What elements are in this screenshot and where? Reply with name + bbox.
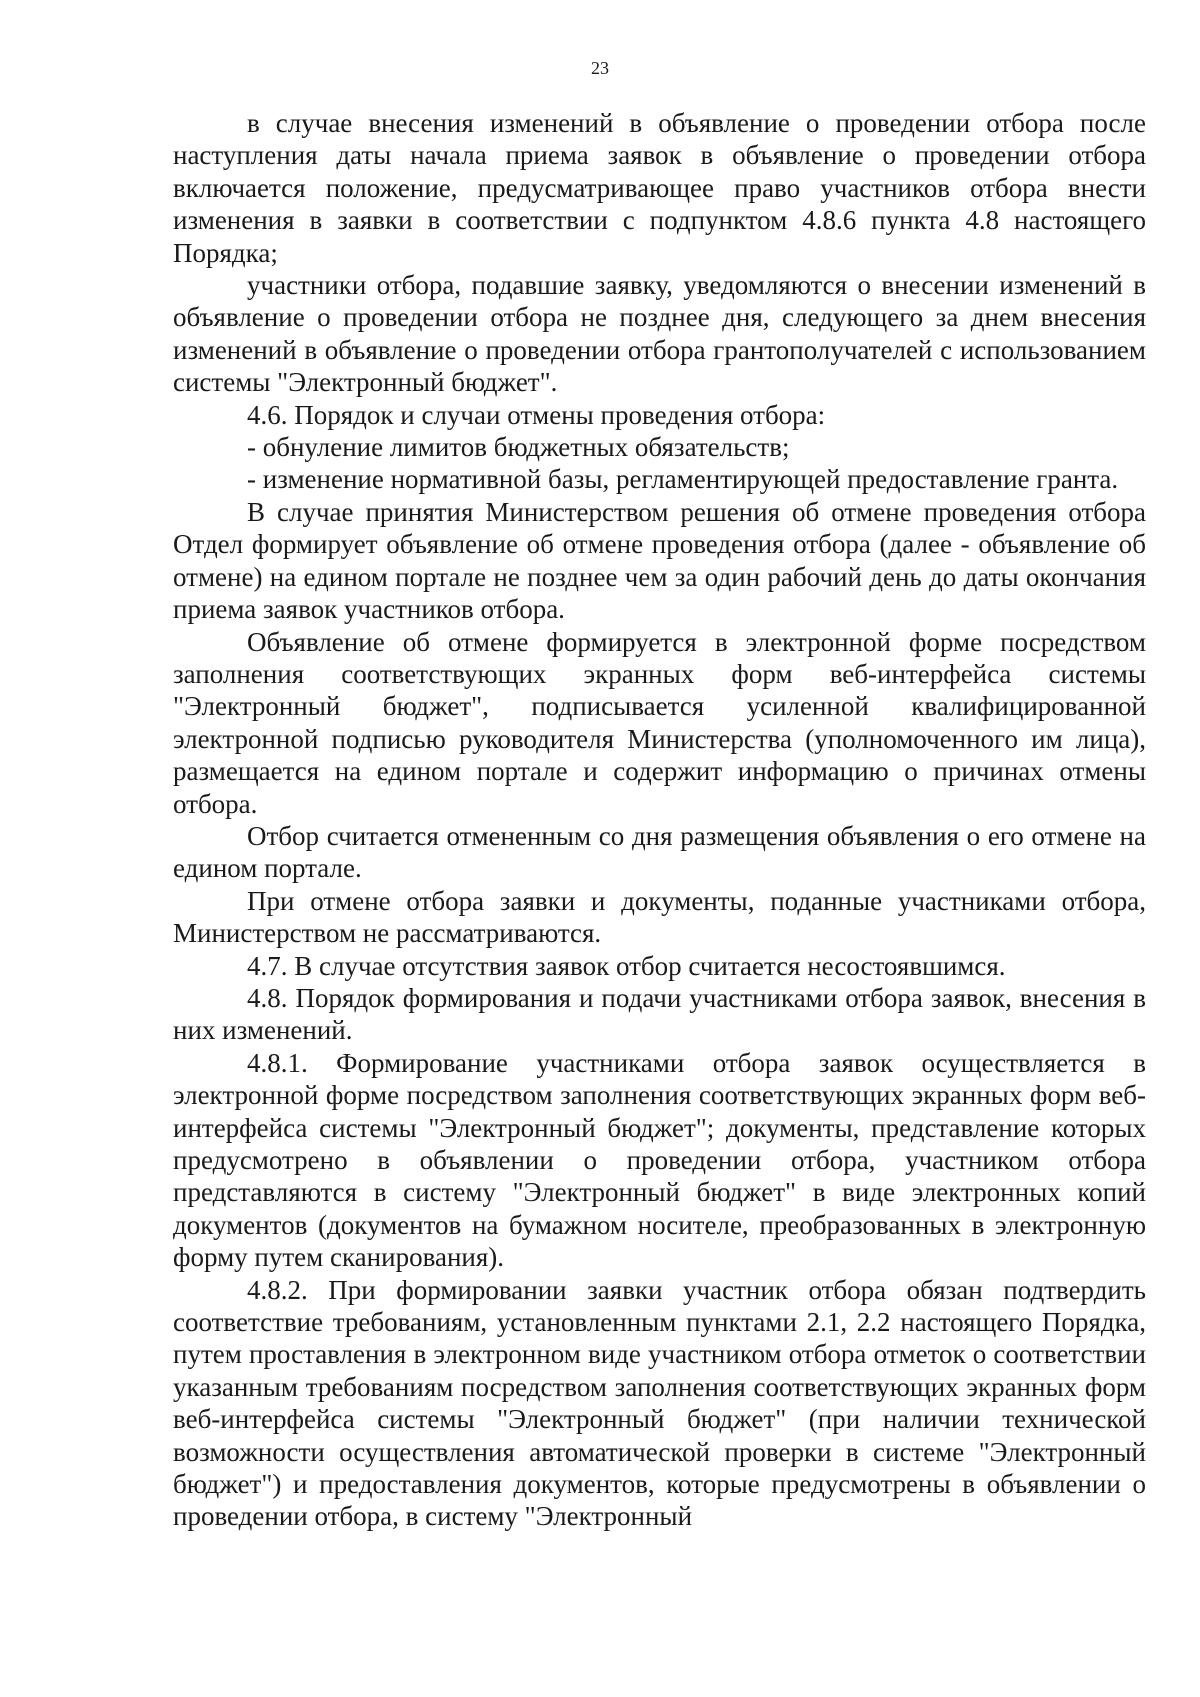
document-body <box>173 107 1146 1533</box>
paragraph-4-8-1: 4.8.1. Формирование участниками отбора заявок осуществляется в электронной форме посредством заполнения соответствующих экранных форм веб-интерфейса системы "Электронный бюджет"; документы, представление которых предусмотрено в объявлении о проведении отбора, участником отбора представляются в систему "Электронный бюджет" в виде электронных копий документов (документов на бумажном носителе, преобразованных в электронную форму путем сканирования). <box>173 1047 1146 1273</box>
paragraph-4-6-heading: 4.6. Порядок и случаи отмены проведения отбора: <box>247 399 826 430</box>
page-number: 23 <box>591 58 609 78</box>
paragraph-4-8: 4.8. Порядок формирования и подачи участниками отбора заявок, внесения в них изменений. <box>173 982 1146 1046</box>
list-item-limits: - обнуление лимитов бюджетных обязательств; <box>247 432 790 463</box>
paragraph-changes-after-start: в случае внесения изменений в объявление о проведении отбора после наступления даты начала приема заявок в объявление о проведении отбора включается положение, предусматривающее право участников отбора внести изменения в заявки в соответствии с подпунктом 4.8.6 пункта 4.8 настоящего Порядка; <box>173 108 1146 268</box>
paragraph-selection-cancelled: Отбор считается отмененным со дня размещения объявления о его отмене на едином портале. <box>173 820 1146 884</box>
paragraph-cancellation-decision: В случае принятия Министерством решения об отмене проведения отбора Отдел формирует объявление об отмене проведения отбора (далее - объявление об отмене) на едином портале не позднее чем за один рабочий день до даты окончания приема заявок участников отбора. <box>173 496 1146 625</box>
paragraph-participants-notified: участники отбора, подавшие заявку, уведомляются о внесении изменений в объявление о проведении отбора не позднее дня, следующего за днем внесения изменений в объявление о проведении отбора грантополучателей с использованием системы "Электронный бюджет". <box>173 270 1146 398</box>
paragraph-applications-not-considered: При отмене отбора заявки и документы, поданные участниками отбора, Министерством не рассматриваются. <box>173 885 1146 949</box>
paragraph-cancellation-notice: Объявление об отмене формируется в электронной форме посредством заполнения соответствующих экранных форм веб-интерфейса системы "Электронный бюджет", подписывается усиленной квалифицированной электронной подписью руководителя Министерства (уполномоченного им лица), размещается на едином портале и содержит информацию о причинах отмены отбора. <box>173 626 1146 819</box>
paragraph-4-8-2: 4.8.2. При формировании заявки участник отбора обязан подтвердить соответствие требованиям, установленным пунктами 2.1, 2.2 настоящего Порядка, путем проставления в электронном виде участником отбора отметок о соответствии указанным требованиям посредством заполнения соответствующих экранных форм веб-интерфейса системы "Электронный бюджет" (при наличии технической возможности осуществления автоматической проверки в системе "Электронный бюджет") и предоставления документов, которые предусмотрены в объявлении о проведении отбора, в систему "Электронный <box>173 1274 1146 1532</box>
list-item-regulatory-base: - изменение нормативной базы, регламентирующей предоставление гранта. <box>247 464 1119 495</box>
paragraph-4-7: 4.7. В случае отсутствия заявок отбор считается несостоявшимся. <box>247 950 1006 981</box>
